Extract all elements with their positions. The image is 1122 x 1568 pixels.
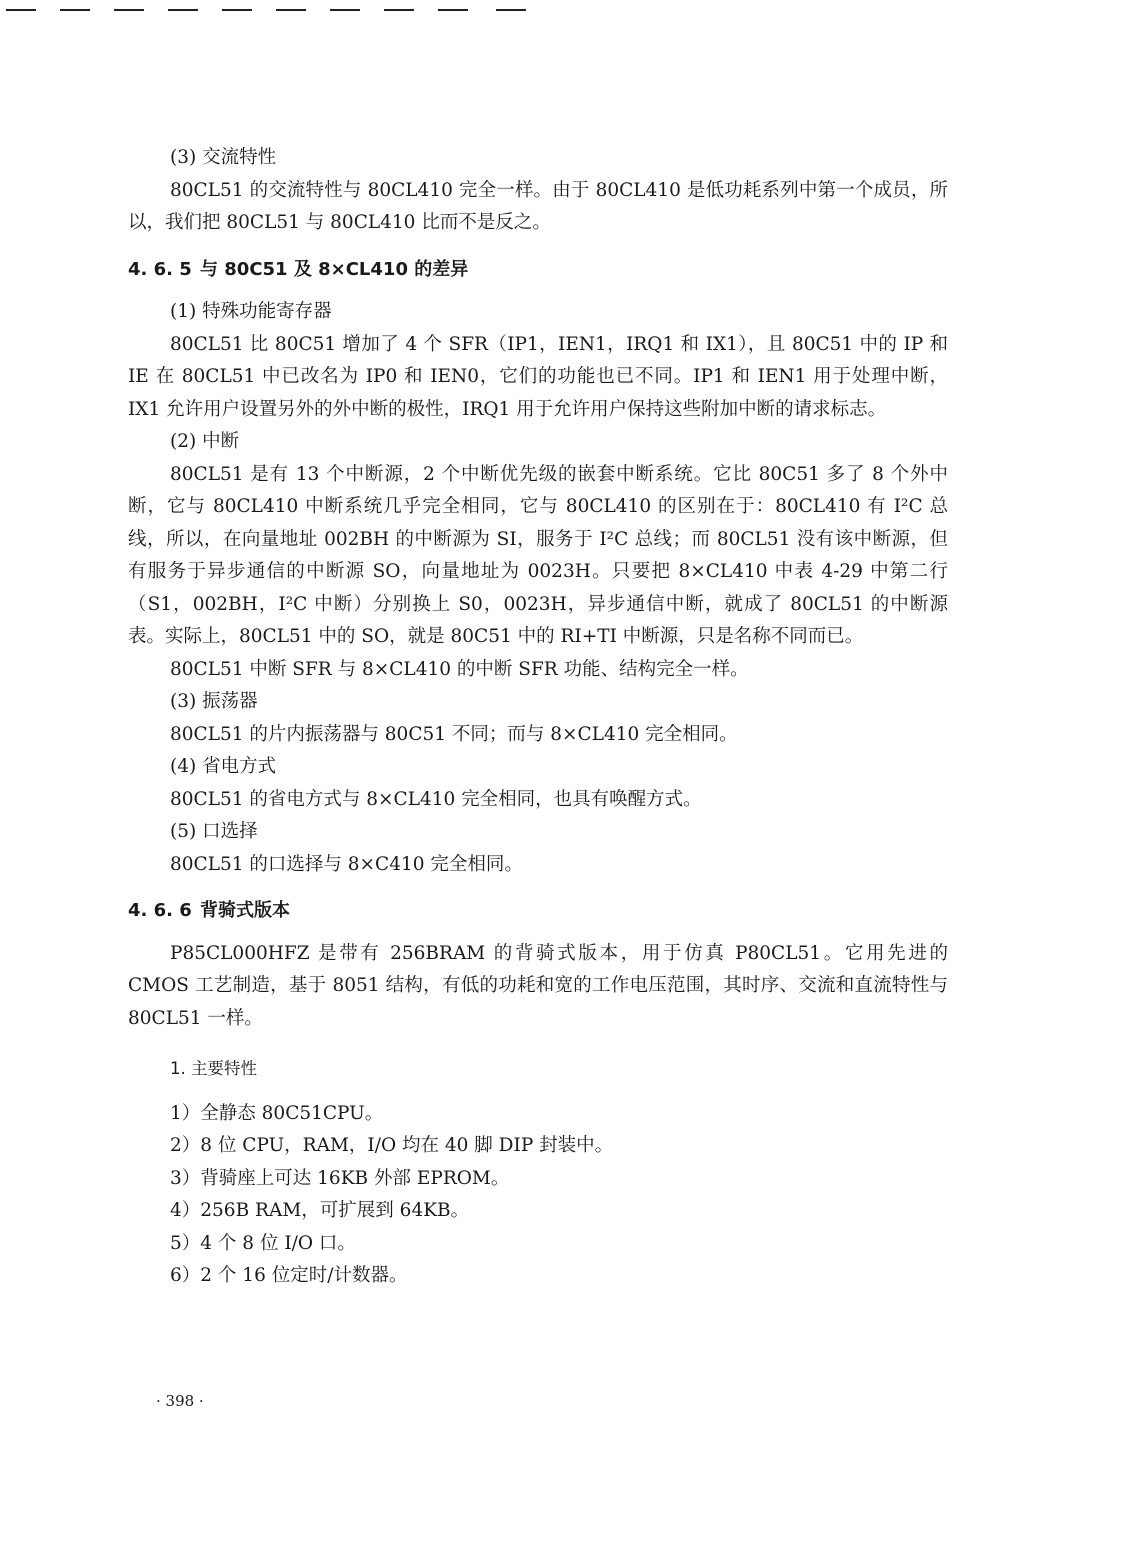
- page-body: [128, 142, 948, 1293]
- sfr-paragraph: 80CL51 比 80C51 增加了 4 个 SFR（IP1，IEN1，IRQ1 和 IX1），且 80C51 中的 IP 和 IE 在 80CL51 中已改名为 IP0 和 IEN0，它们的功能也已不同。IP1 和 IEN1 用于处理中断，IX1 允许用户设置另外的外中断的极性，IRQ1 用于允许用户保持这些附加中断的请求标志。: [128, 333, 948, 420]
- section-heading-4-6-6: [128, 895, 948, 928]
- sfr-heading: (1) 特殊功能寄存器: [170, 301, 332, 322]
- port-paragraph: 80CL51 的口选择与 8×C410 完全相同。: [170, 853, 523, 875]
- list-item: 6）2 个 16 位定时/计数器。: [170, 1265, 408, 1286]
- section-heading-4-6-5: [128, 254, 948, 287]
- ac-paragraph: 80CL51 的交流特性与 80CL410 完全一样。由于 80CL410 是低功耗系列中第一个成员，所以，我们把 80CL51 与 80CL410 比而不是反之。: [128, 179, 948, 233]
- power-heading: (4) 省电方式: [170, 756, 277, 777]
- piggyback-paragraph: P85CL000HFZ 是带有 256BRAM 的背骑式版本，用于仿真 P80CL51。它用先进的 CMOS 工艺制造，基于 8051 结构，有低的功耗和宽的工作电压范围，其时序、交流和直流特性与 80CL51 一样。: [128, 942, 948, 1029]
- page-number: · 398 ·: [156, 1392, 204, 1410]
- list-item: 1）全静态 80C51CPU。: [170, 1102, 384, 1124]
- section-number: 4. 6. 6: [128, 900, 192, 921]
- power-paragraph: 80CL51 的省电方式与 8×CL410 完全相同，也具有唤醒方式。: [170, 788, 702, 810]
- interrupt-heading: (2) 中断: [170, 431, 240, 452]
- section-number: 4. 6. 5: [128, 258, 192, 280]
- list-item: 2）8 位 CPU，RAM，I/O 均在 40 脚 DIP 封装中。: [170, 1135, 614, 1156]
- list-item: 4）256B RAM，可扩展到 64KB。: [170, 1200, 470, 1221]
- port-heading: (5) 口选择: [170, 821, 258, 842]
- section-title: 与 80C51 及 8×CL410 的差异: [200, 258, 469, 280]
- ac-heading: (3) 交流特性: [170, 147, 277, 168]
- oscillator-paragraph: 80CL51 的片内振荡器与 80C51 不同；而与 8×CL410 完全相同。: [170, 723, 738, 745]
- interrupt-sfr-paragraph: 80CL51 中断 SFR 与 8×CL410 的中断 SFR 功能、结构完全一样。: [170, 658, 749, 680]
- features-heading: 1. 主要特性: [170, 1059, 257, 1078]
- list-item: 5）4 个 8 位 I/O 口。: [170, 1232, 356, 1254]
- list-item: 3）背骑座上可达 16KB 外部 EPROM。: [170, 1167, 510, 1189]
- section-title: 背骑式版本: [200, 900, 290, 921]
- oscillator-heading: (3) 振荡器: [170, 691, 258, 712]
- top-edge-dashes: [0, 0, 540, 14]
- interrupt-paragraph: 80CL51 是有 13 个中断源，2 个中断优先级的嵌套中断系统。它比 80C51 多了 8 个外中断，它与 80CL410 中断系统几乎完全相同，它与 80CL410 的区别在于：80CL410 有 I²C 总线，所以，在向量地址 002BH 的中断源为 SI，服务于 I²C 总线；而 80CL51 没有该中断源，但有服务于异步通信的中断源 SO，向量地址为 0023H。只要把 8×CL410 中表 4-29 中第二行（S1，002BH，I²C 中断）分别换上 S0，0023H，异步通信中断，就成了 80CL51 的中断源表。实际上，80CL51 中的 SO，就是 80C51 中的 RI+TI 中断源，只是名称不同而已。: [128, 463, 948, 647]
